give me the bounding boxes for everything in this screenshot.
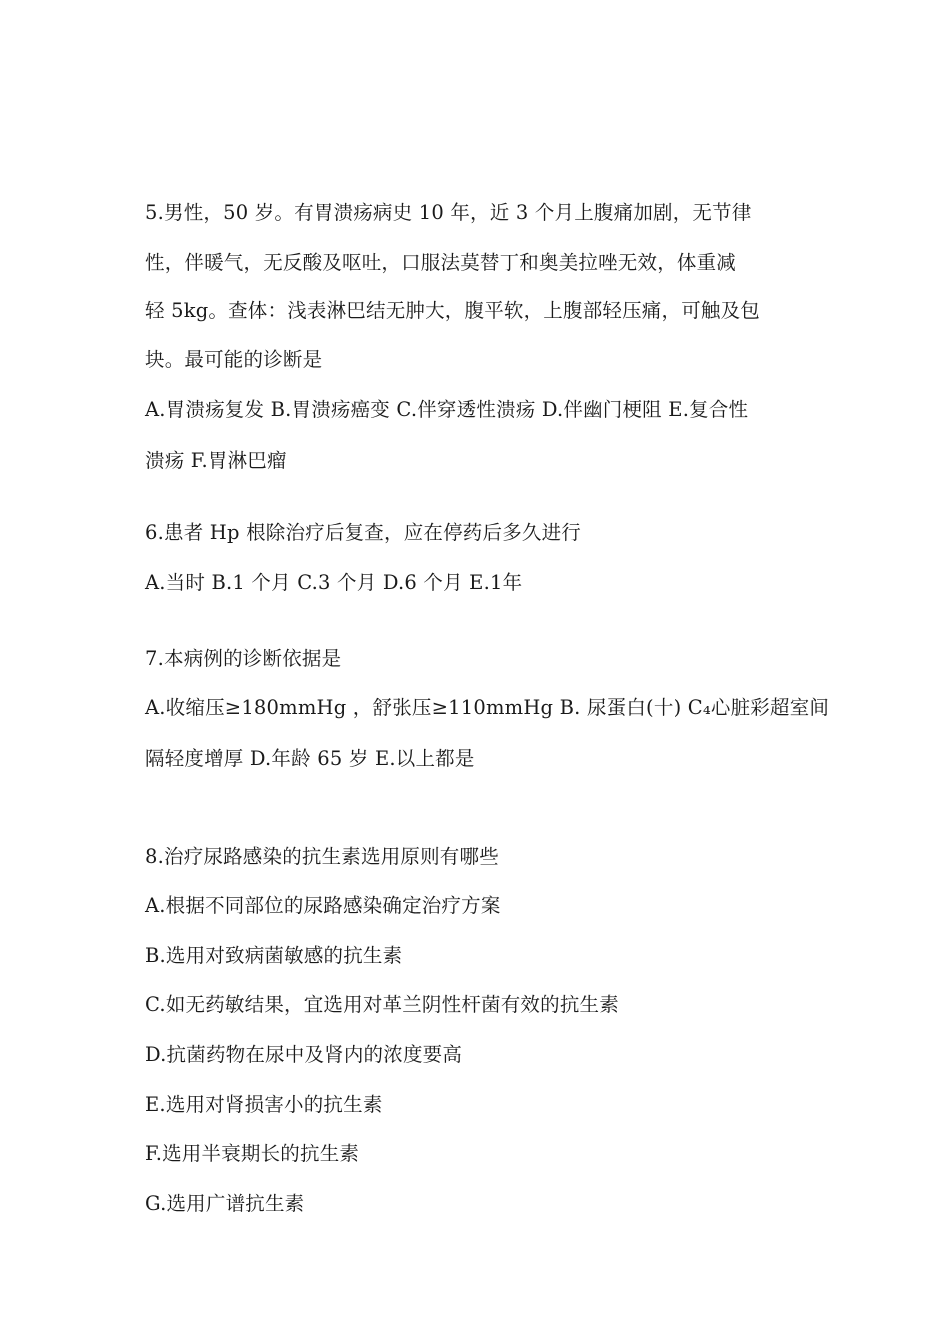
question-text-line: 块。最可能的诊断是 — [145, 348, 323, 371]
question-text-line: 轻 5kg。查体：浅表淋巴结无肿大，腹平软，上腹部轻压痛，可触及包 — [145, 299, 761, 322]
option-line: 隔轻度增厚 D.年龄 65 岁 E.以上都是 — [145, 747, 475, 770]
option-line: G.选用广谱抗生素 — [145, 1192, 305, 1215]
option-line: A.根据不同部位的尿路感染确定治疗方案 — [145, 894, 501, 917]
option-line: D.抗菌药物在尿中及肾内的浓度要高 — [145, 1043, 463, 1066]
option-line: E.选用对肾损害小的抗生素 — [145, 1093, 383, 1116]
question-text-line: 6.患者 Hp 根除治疗后复查，应在停药后多久进行 — [145, 521, 581, 544]
option-line: A.当时 B.1 个月 C.3 个月 D.6 个月 E.1年 — [145, 571, 523, 594]
option-line: 溃疡 F.胃淋巴瘤 — [145, 449, 287, 472]
question-text-line: 7.本病例的诊断依据是 — [145, 647, 342, 670]
question-text-line: 8.治疗尿路感染的抗生素选用原则有哪些 — [145, 845, 499, 868]
question-text-line: 性，伴暖气，无反酸及呕吐，口服法莫替丁和奥美拉唑无效，体重减 — [145, 251, 737, 274]
option-line: A.胃溃疡复发 B.胃溃疡癌变 C.伴穿透性溃疡 D.伴幽门梗阻 E.复合性 — [145, 398, 749, 421]
option-line: F.选用半衰期长的抗生素 — [145, 1142, 360, 1165]
option-line: B.选用对致病菌敏感的抗生素 — [145, 944, 403, 967]
option-line: C.如无药敏结果，宜选用对革兰阴性杆菌有效的抗生素 — [145, 993, 619, 1016]
option-line: A.收缩压≥180mmHg ，舒张压≥110mmHg B. 尿蛋白(十) C₄心脏彩超室间 — [145, 696, 830, 719]
question-text-line: 5.男性，50 岁。有胃溃疡病史 10 年，近 3 个月上腹痛加剧，无节律 — [145, 201, 752, 224]
